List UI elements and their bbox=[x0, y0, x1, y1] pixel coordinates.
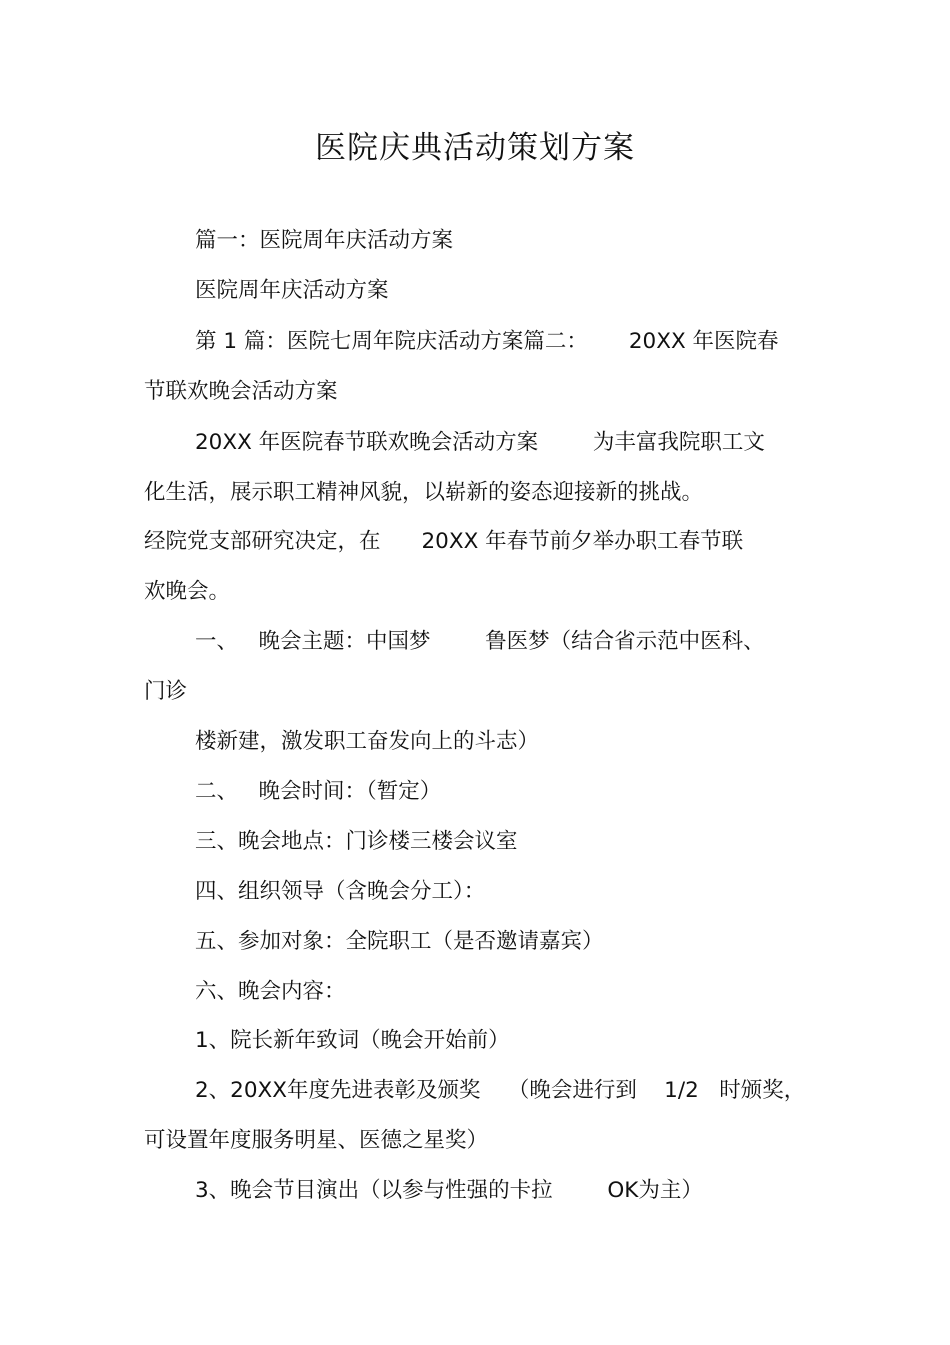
line-item-1a: 一、 晚会主题：中国梦 鲁医梦（结合省示范中医科、 bbox=[195, 629, 765, 654]
line-item-1b: 门诊 bbox=[144, 679, 188, 704]
document-title: 医院庆典活动策划方案 bbox=[315, 130, 635, 166]
line-item-6: 六、晚会内容： bbox=[195, 979, 346, 1004]
line-intro-4: 欢晚会。 bbox=[144, 579, 231, 604]
line-intro-3: 经院党支部研究决定，在 20XX 年春节前夕举办职工春节联 bbox=[144, 529, 744, 554]
line-chapter-2a: 第 1 篇：医院七周年院庆活动方案篇二： 20XX 年医院春 bbox=[195, 329, 779, 354]
line-item-1c: 楼新建，激发职工奋发向上的斗志） bbox=[195, 729, 540, 754]
line-chapter-1: 篇一：医院周年庆活动方案 bbox=[195, 228, 454, 253]
line-item-3: 三、晚会地点：门诊楼三楼会议室 bbox=[195, 829, 518, 854]
line-sub-2b: 可设置年度服务明星、医德之星奖） bbox=[144, 1128, 489, 1153]
line-sub-3: 3、晚会节目演出（以参与性强的卡拉 OK为主） bbox=[195, 1178, 703, 1203]
line-sub-2a: 2、20XX年度先进表彰及颁奖 （晚会进行到 1/2 时颁奖， bbox=[195, 1078, 806, 1103]
line-intro-1: 20XX 年医院春节联欢晚会活动方案 为丰富我院职工文 bbox=[195, 430, 765, 455]
line-chapter-2b: 节联欢晚会活动方案 bbox=[144, 379, 338, 404]
line-intro-2: 化生活，展示职工精神风貌，以崭新的姿态迎接新的挑战。 bbox=[144, 480, 704, 505]
line-item-5: 五、参加对象：全院职工（是否邀请嘉宾） bbox=[195, 929, 604, 954]
line-subtitle: 医院周年庆活动方案 bbox=[195, 278, 389, 303]
line-item-2: 二、 晚会时间：（暂定） bbox=[195, 779, 442, 804]
line-sub-1: 1、院长新年致词（晚会开始前） bbox=[195, 1028, 510, 1053]
line-item-4: 四、组织领导（含晚会分工）： bbox=[195, 879, 486, 904]
